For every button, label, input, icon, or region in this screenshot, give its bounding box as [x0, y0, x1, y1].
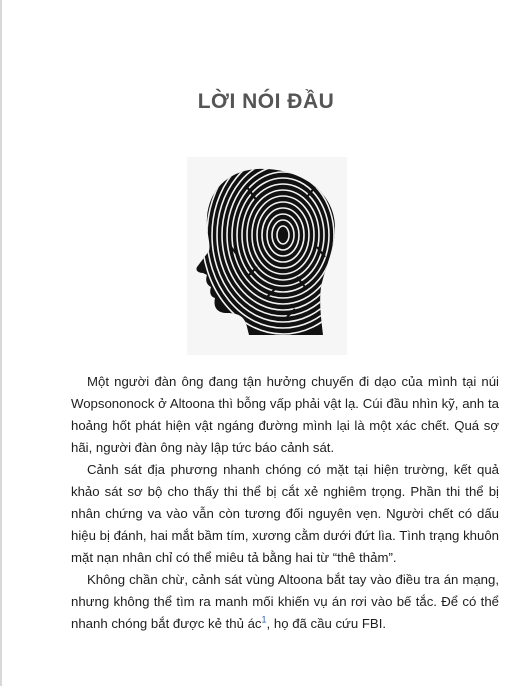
paragraph-text: , họ đã cầu cứu FBI.	[266, 616, 387, 631]
fingerprint-head-icon	[187, 157, 347, 355]
body-text	[71, 371, 499, 635]
paragraph-text: Không chần chừ, cảnh sát vùng Altoona bắt tay vào điều tra án mạng, nhưng không thể tìm ra manh mối khiến vụ án rơi vào bế tắc. Để có thể nhanh chóng bắt được kẻ thủ ác	[71, 572, 499, 631]
footnote-link[interactable]: 1	[261, 614, 267, 625]
paragraph: Cảnh sát địa phương nhanh chóng có mặt tại hiện trường, kết quả khảo sát sơ bộ cho thấy thi thể bị cắt xẻ nghiêm trọng. Phần thi thể bị nhân chứng va vào vẫn còn tương đối nguyên vẹn. Người chết có dấu hiệu bị đánh, hai mắt bầm tím, xương cằm dưới đứt lìa. Tình trạng khuôn mặt nạn nhân chỉ có thể miêu tả bằng hai từ “thê thảm”.	[71, 462, 499, 565]
paragraph: Một người đàn ông đang tận hưởng chuyến đi dạo của mình tại núi Wopsononock ở Altoona thì bỗng vấp phải vật lạ. Cúi đầu nhìn kỹ, anh ta hoảng hốt phát hiện vật ngáng đường mình lại là một xác chết. Quá sợ hãi, người đàn ông này lập tức báo cảnh sát.	[71, 374, 499, 455]
paragraph	[71, 569, 499, 635]
chapter-title: LỜI NÓI ĐẦU	[197, 90, 335, 113]
